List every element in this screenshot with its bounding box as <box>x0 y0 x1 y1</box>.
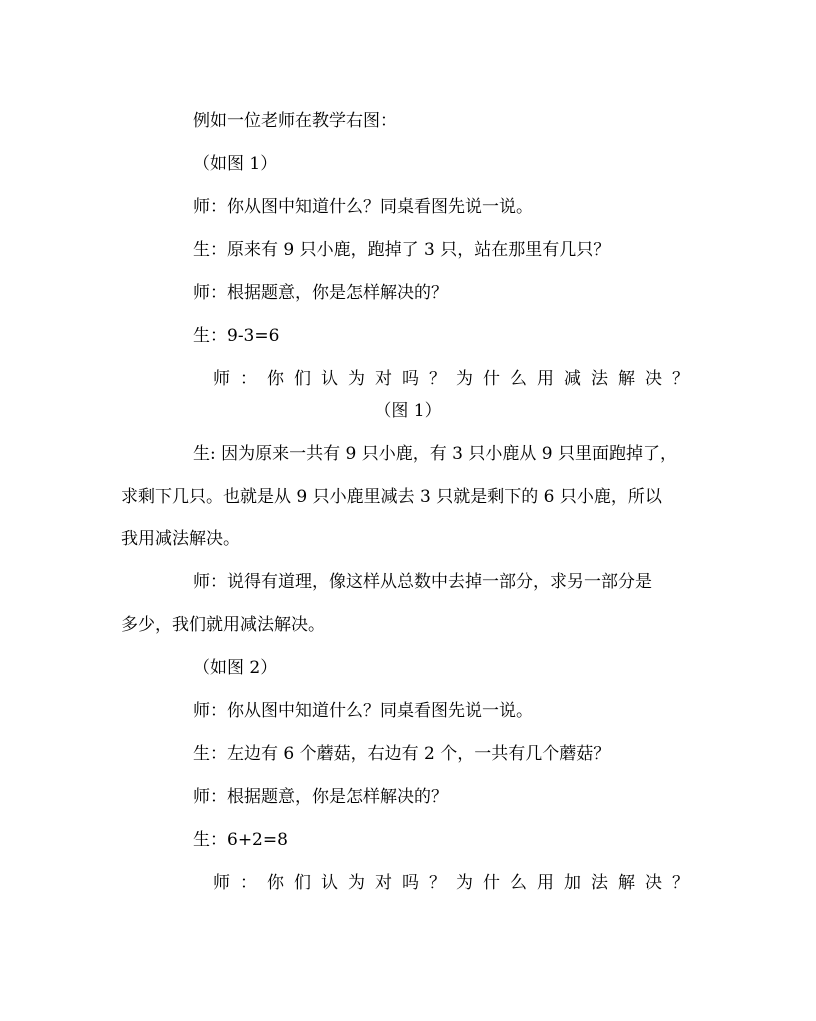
student-equation-2: 生：6+2=8 <box>193 830 288 850</box>
spread-char: 你 <box>267 873 284 893</box>
spread-char: 为 <box>456 369 473 389</box>
student-equation-1: 生：9-3=6 <box>193 326 280 346</box>
student-explanation-line-2: 求剩下几只。也就是从 9 只小鹿里减去 3 只就是剩下的 6 只小鹿，所以 <box>121 487 662 507</box>
student-answer-2: 生：左边有 6 个蘑菇，右边有 2 个，一共有几个蘑菇？ <box>193 744 611 764</box>
figure-caption-1: （图 1） <box>374 401 442 421</box>
spread-char: 决 <box>645 873 662 893</box>
paragraph-intro: 例如一位老师在教学右图： <box>193 111 397 131</box>
figure-ref-2: （如图 2） <box>193 658 278 678</box>
spread-char: ？ <box>672 369 689 389</box>
spread-char: 认 <box>321 873 338 893</box>
spread-char: 加 <box>564 873 581 893</box>
spread-char: 们 <box>294 873 311 893</box>
teacher-question-5: 师：根据题意，你是怎样解决的？ <box>193 787 448 807</box>
teacher-summary-line-2: 多少，我们就用减法解决。 <box>121 615 325 635</box>
spread-char: 解 <box>618 873 635 893</box>
spread-char: 用 <box>537 369 554 389</box>
spread-char: 什 <box>483 369 500 389</box>
spread-char: 么 <box>510 873 527 893</box>
spread-char: 对 <box>375 873 392 893</box>
spread-char: 你 <box>267 369 284 389</box>
teacher-question-3 <box>213 368 689 390</box>
spread-char: 解 <box>618 369 635 389</box>
spread-char: 吗 <box>402 873 419 893</box>
spread-char: 对 <box>375 369 392 389</box>
teacher-question-2: 师：根据题意，你是怎样解决的？ <box>193 283 448 303</box>
spread-char: 决 <box>645 369 662 389</box>
spread-char: ？ <box>429 369 446 389</box>
spread-char: 为 <box>348 873 365 893</box>
teacher-summary-line-1: 师：说得有道理，像这样从总数中去掉一部分，求另一部分是 <box>193 572 652 592</box>
student-explanation-line-1: 生: 因为原来一共有 9 只小鹿，有 3 只小鹿从 9 只里面跑掉了， <box>193 444 678 464</box>
spread-char: 为 <box>348 369 365 389</box>
spread-char: 师 <box>213 873 230 893</box>
student-answer-1: 生：原来有 9 只小鹿，跑掉了 3 只，站在那里有几只？ <box>193 240 611 260</box>
spread-char: 用 <box>537 873 554 893</box>
student-explanation-line-3: 我用减法解决。 <box>121 529 240 549</box>
spread-char: 么 <box>510 369 527 389</box>
spread-char: 为 <box>456 873 473 893</box>
spread-char: 什 <box>483 873 500 893</box>
teacher-question-6 <box>213 872 689 894</box>
spread-char: 法 <box>591 369 608 389</box>
spread-char: ？ <box>429 873 446 893</box>
spread-char: 吗 <box>402 369 419 389</box>
spread-char: 师 <box>213 369 230 389</box>
spread-char: 减 <box>564 369 581 389</box>
spread-char: 们 <box>294 369 311 389</box>
spread-char: ： <box>240 369 257 389</box>
spread-char: 认 <box>321 369 338 389</box>
figure-ref-1: （如图 1） <box>193 154 278 174</box>
teacher-question-1: 师：你从图中知道什么？同桌看图先说一说。 <box>193 197 533 217</box>
spread-char: 法 <box>591 873 608 893</box>
teacher-question-4: 师：你从图中知道什么？同桌看图先说一说。 <box>193 701 533 721</box>
spread-char: ： <box>240 873 257 893</box>
spread-char: ？ <box>672 873 689 893</box>
